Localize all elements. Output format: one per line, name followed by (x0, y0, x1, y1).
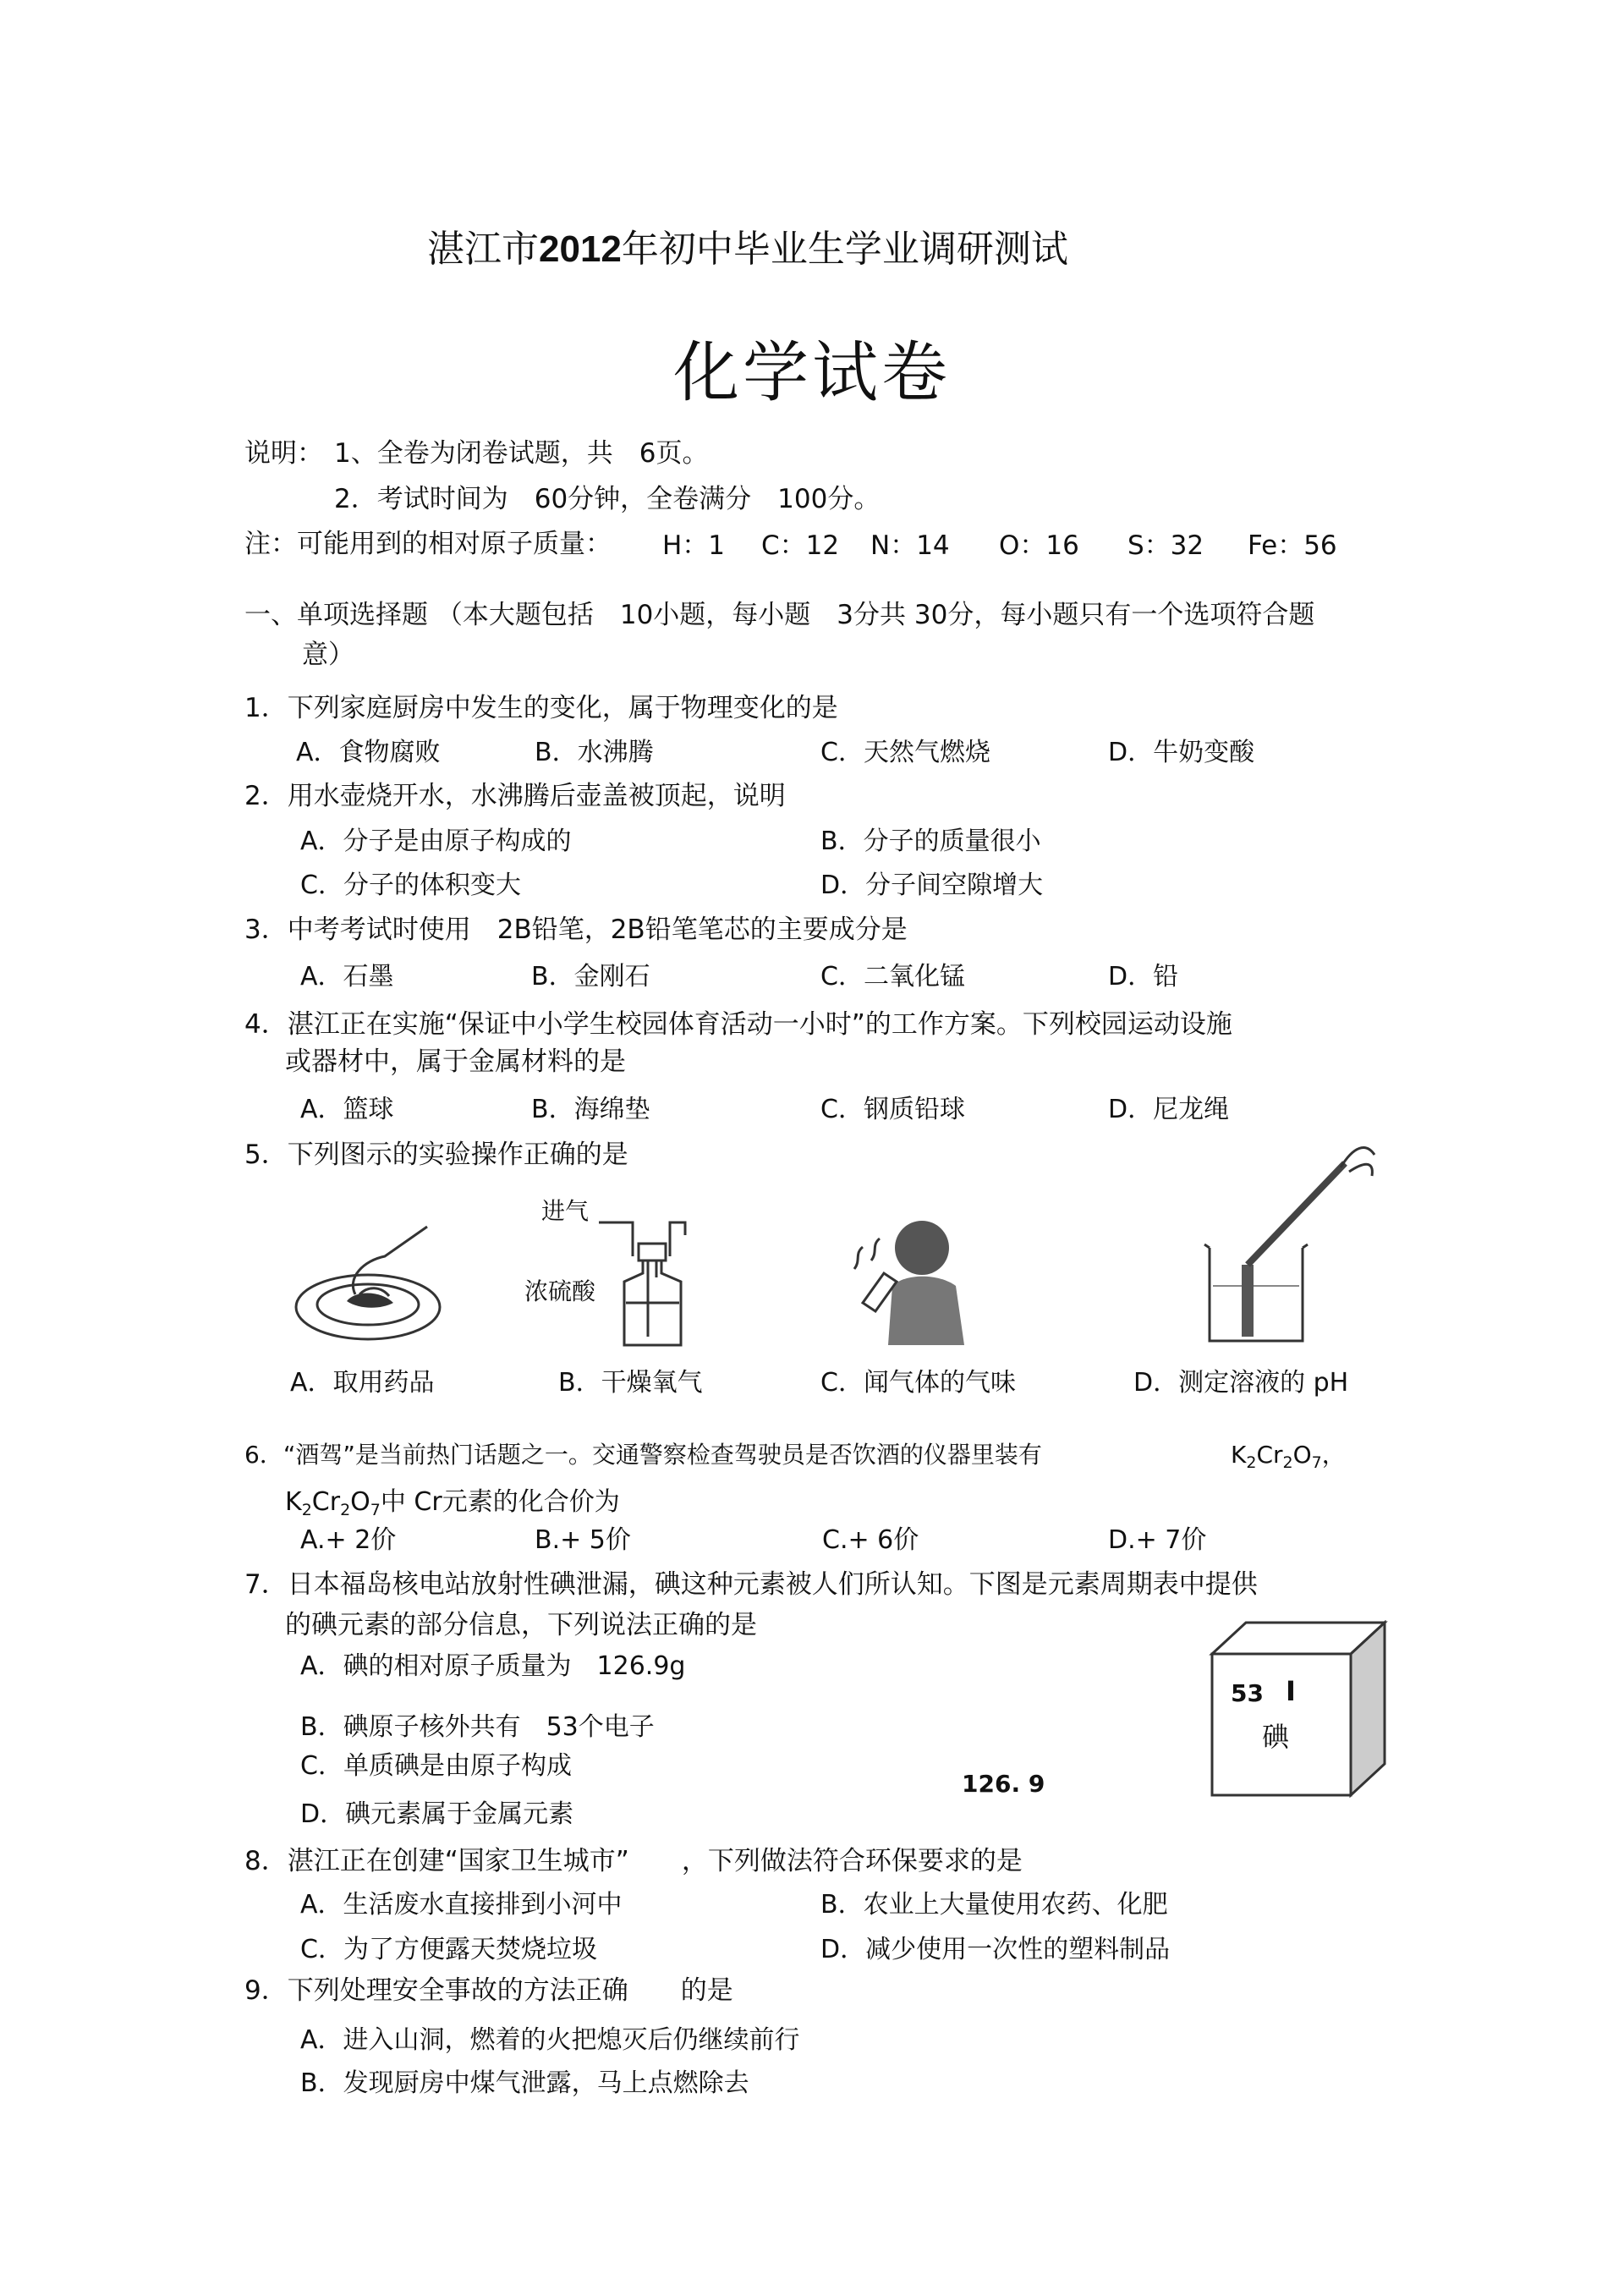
element-name: 碘 (1262, 1721, 1290, 1753)
q4-stem-line-1: 4．湛江正在实施“保证中小学生校园体育活动一小时”的工作方案。下列校园运动设施 (244, 1009, 1232, 1040)
atomic-mass-o: O：16 (999, 530, 1079, 561)
outlet-tube-shape (670, 1222, 685, 1256)
q6-option-d: D.+ 7价 (1108, 1525, 1207, 1555)
page-title: 化学试卷 (673, 335, 952, 411)
header-city: 湛江市 (427, 228, 539, 271)
atomic-mass-label: 注：可能用到的相对原子质量： (244, 529, 612, 559)
q5-option-c: C．闻气体的气味 (820, 1368, 1016, 1398)
card-side-face-shape (1351, 1623, 1385, 1795)
section-1-heading: 一、单项选择题 （本大题包括 10小题，每小题 3分共 30分，每小题只有一个选项符合题 (244, 600, 1315, 630)
q5-figure-b-acid-label: 浓硫酸 (524, 1277, 596, 1305)
q7-option-c: C．单质碘是由原子构成 (300, 1751, 572, 1781)
q9-option-a: A．进入山洞，燃着的火把熄灭后仍继续前行 (300, 2025, 800, 2055)
section-1-heading-cont: 意） (302, 640, 354, 670)
q8-option-d: D．减少使用一次性的塑料制品 (820, 1935, 1171, 1964)
q6-stem-text: 6．“酒驾”是当前热门话题之一。交通警察检查驾驶员是否饮酒的仪器里装有 (244, 1441, 1042, 1469)
beaker-lip-shape (1204, 1244, 1308, 1248)
q4-option-d: D．尼龙绳 (1108, 1095, 1230, 1124)
q5-figure-c-smelling-gas (837, 1210, 990, 1354)
notes-item-1: 1、全卷为闭卷试题，共 6页。 (334, 438, 709, 469)
q5-figure-b-drying-bottle (592, 1210, 710, 1354)
q5-figure-a-taking-reagent (288, 1210, 448, 1345)
beaker-shape (1210, 1248, 1303, 1341)
q7-option-b: B．碘原子核外共有 53个电子 (300, 1712, 655, 1742)
element-atomic-number: 53 (1231, 1679, 1264, 1707)
q6-option-c: C.+ 6价 (822, 1525, 919, 1555)
q5-stem: 5．下列图示的实验操作正确的是 (244, 1140, 628, 1170)
notes-item-2: 2．考试时间为 60分钟，全卷满分 100分。 (334, 484, 881, 514)
q1-option-a: A．食物腐败 (296, 738, 441, 767)
q1-option-d: D．牛奶变酸 (1108, 738, 1255, 767)
q1-option-c: C．天然气燃烧 (820, 738, 990, 767)
body-shape (888, 1277, 964, 1345)
element-atomic-mass: 126. 9 (962, 1770, 1045, 1798)
q1-stem: 1．下列家庭厨房中发生的变化，属于物理变化的是 (244, 693, 838, 723)
q2-stem: 2．用水壶烧开水，水沸腾后壶盖被顶起，说明 (244, 781, 786, 811)
wave-line-shape (871, 1239, 880, 1261)
q9-stem: 9．下列处理安全事故的方法正确 的是 (244, 1975, 733, 2006)
q7-stem-line-2: 的碘元素的部分信息，下列说法正确的是 (285, 1610, 757, 1640)
q7-option-d: D．碘元素属于金属元素 (300, 1799, 574, 1829)
tongs-shape (1248, 1163, 1345, 1265)
notes-label: 说明： (244, 438, 323, 469)
q3-option-b: B．金刚石 (531, 962, 650, 991)
q8-stem: 8．湛江正在创建“国家卫生城市” ，下列做法符合环保要求的是 (244, 1846, 1023, 1876)
q8-option-b: B．农业上大量使用农药、化肥 (820, 1890, 1168, 1920)
q6-option-b: B.+ 5价 (535, 1525, 631, 1555)
exam-header (427, 218, 1068, 272)
q2-option-c: C．分子的体积变大 (300, 871, 521, 900)
q3-stem: 3．中考考试时使用 2B铅笔，2B铅笔笔芯的主要成分是 (244, 915, 908, 945)
q6-stem-line-2: $K_2Cr_2O_7$中 Cr元素的化合价为 (285, 1487, 620, 1519)
header-exam-name: 年初中毕业生学业调研测试 (621, 228, 1068, 271)
ph-paper-shape (1242, 1265, 1254, 1337)
q2-option-a: A．分子是由原子构成的 (300, 827, 572, 856)
q4-option-c: C．钢质铅球 (820, 1095, 965, 1124)
q3-option-a: A．石墨 (300, 962, 394, 991)
q6-stem-line-1 (244, 1436, 1042, 1470)
q2-option-d: D．分子间空隙增大 (820, 871, 1044, 900)
inlet-tube-shape (599, 1222, 633, 1256)
q4-stem-line-2: 或器材中，属于金属材料的是 (285, 1046, 626, 1077)
q8-option-a: A．生活废水直接排到小河中 (300, 1890, 623, 1920)
atomic-mass-h: H：1 (662, 530, 726, 561)
q5-option-d: D．测定溶液的 pH (1133, 1368, 1349, 1398)
atomic-mass-fe: Fe：56 (1248, 530, 1337, 561)
q7-option-a: A．碘的相对原子质量为 126.9g (300, 1651, 686, 1681)
q7-stem-line-1: 7．日本福岛核电站放射性碘泄漏，碘这种元素被人们所认知。下图是元素周期表中提供 (244, 1569, 1258, 1600)
q3-option-c: C．二氧化锰 (820, 962, 965, 991)
q5-option-b: B．干燥氧气 (558, 1368, 703, 1398)
atomic-mass-n: N：14 (870, 530, 950, 561)
q4-option-a: A．篮球 (300, 1095, 394, 1124)
q9-option-b: B．发现厨房中煤气泄露，马上点燃除去 (300, 2068, 749, 2098)
header-year: 2012 (539, 228, 622, 270)
q3-option-d: D．铅 (1108, 962, 1179, 991)
q6-formula: $K_2Cr_2O_7$， (1231, 1441, 1346, 1472)
reagent-shape (347, 1293, 393, 1307)
q5-figure-b-gas-in-label: 进气 (541, 1197, 590, 1225)
stopper-shape (639, 1244, 666, 1261)
atomic-mass-c: C：12 (761, 530, 840, 561)
q6-option-a: A.+ 2价 (300, 1525, 397, 1555)
head-shape (895, 1221, 949, 1275)
q5-option-a: A．取用药品 (290, 1368, 435, 1398)
element-symbol: I (1286, 1675, 1296, 1707)
hand-shape (1341, 1148, 1374, 1176)
iodine-element-card (1205, 1620, 1391, 1802)
q1-option-b: B．水沸腾 (535, 738, 654, 767)
atomic-mass-s: S：32 (1127, 530, 1204, 561)
wave-line-shape (854, 1247, 863, 1269)
q5-figure-d-ph-test (1193, 1138, 1387, 1354)
q4-option-b: B．海绵垫 (531, 1095, 650, 1124)
q2-option-b: B．分子的质量很小 (820, 827, 1041, 856)
q8-option-c: C．为了方便露天焚烧垃圾 (300, 1935, 597, 1964)
